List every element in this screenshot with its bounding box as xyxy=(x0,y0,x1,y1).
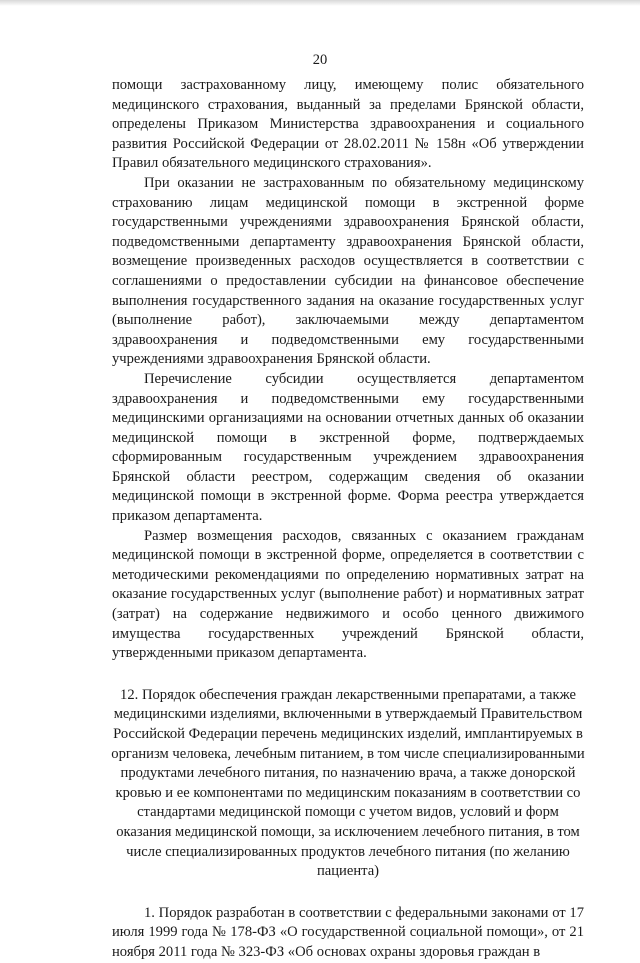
paragraph-reimbursement-size: Размер возмещения расходов, связанных с оказанием гражданам медицинской помощи в экстренной форме, определяется в соответствии с методическими рекомендациями по определению нормативных затрат на оказание государственных услуг (выполнение работ) и нормативных затрат (затрат) на содержание недвижимого и особо ценного движимого имущества государственных учреждений Брянской области, утвержденными приказом департамента. xyxy=(112,527,584,662)
paragraph-subsidy-transfer: Перечисление субсидии осуществляется департаментом здравоохранения и подведомственными ему государственными медицинскими организациями на основании отчетных данных об оказании медицинской помощи в экстренной форме, подтверждаемых сформированным государственным учреждением здравоохранения Брянской области реестром, содержащим сведения об оказании медицинской помощи в экстренной форме. Форма реестра утверждается приказом департамента. xyxy=(112,370,584,525)
section-heading: 12. Порядок обеспечения граждан лекарственными препаратами, а также медицинскими изделиями, включенными в утверждаемый Правительством Российской Федерации перечень медицинских изделий, имплантируемых в организм человека, лечебным питанием, в том числе специализированными продуктами лечебного питания, по назначению врача, а также донорской кровью и ее компонентами по медицинским показаниям в соответствии со стандартами медицинской помощи с учетом видов, условий и форм оказания медицинской помощи, за исключением лечебного питания, в том числе специализированных продуктов лечебного питания (по желанию пациента) xyxy=(111,686,585,880)
document-body xyxy=(112,76,584,963)
page-number: 20 xyxy=(312,52,328,68)
paragraph-uninsured-care: При оказании не застрахованным по обязательному медицинскому страхованию лицам медицинской помощи в экстренной форме государственными учреждениями здравоохранения Брянской области, подведомственными департаменту здравоохранения Брянской области, возмещение произведенных расходов осуществляется в соответствии с соглашениями о предоставлении субсидии на финансовое обеспечение выполнения государственного задания на оказание государственных услуг (выполнение работ), заключаемыми между департаментом здравоохранения и подведомственными ему государственными учреждениями здравоохранения Брянской области. xyxy=(112,174,584,368)
paragraph-continuation: помощи застрахованному лицу, имеющему полис обязательного медицинского страхования, выданный за пределами Брянской области, определены Приказом Министерства здравоохранения и социального развития Российской Федерации от 28.02.2011 № 158н «Об утверждении Правил обязательного медицинского страхования». xyxy=(112,77,584,172)
paragraph-order-basis: 1. Порядок разработан в соответствии с федеральными законами от 17 июля 1999 года № 178-ФЗ «О государственной социальной помощи», от 21 ноября 2011 года № 323-ФЗ «Об основах охраны здоровья граждан в xyxy=(112,904,584,960)
scan-edge xyxy=(0,0,640,6)
